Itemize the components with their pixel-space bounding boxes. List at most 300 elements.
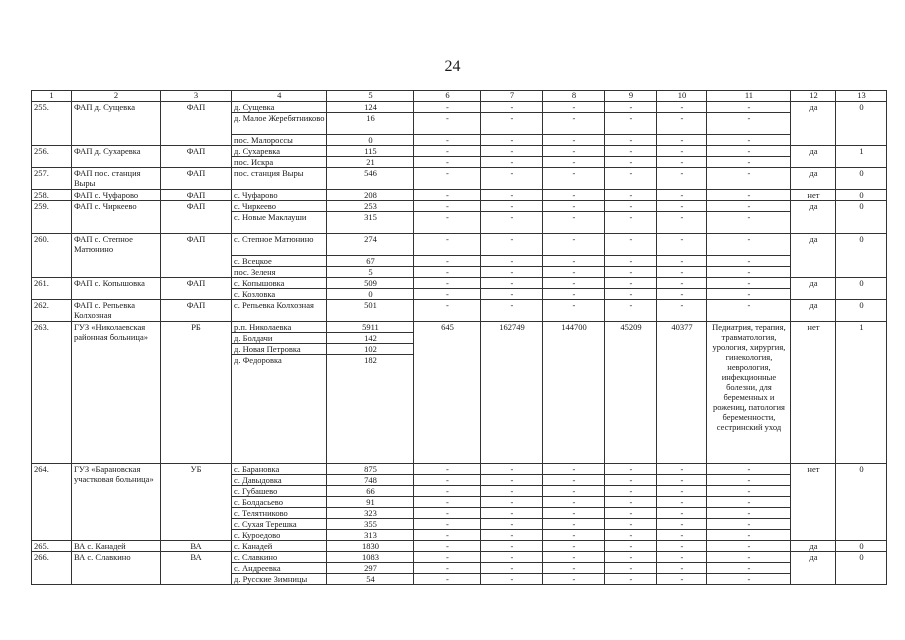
col12-value: да — [791, 146, 836, 168]
col8-value: 144700 — [543, 322, 605, 464]
dash-cell: - — [481, 289, 543, 300]
facility-type: УБ — [161, 464, 232, 541]
facility-type: ФАП — [161, 278, 232, 300]
col13-value: 0 — [836, 278, 887, 300]
dash-cell: - — [707, 497, 791, 508]
settlement-name: с. Козловка — [232, 289, 327, 300]
dash-cell: - — [414, 212, 481, 234]
dash-cell: - — [707, 464, 791, 475]
dash-cell: - — [657, 464, 707, 475]
col13-value: 0 — [836, 190, 887, 201]
col12-value: нет — [791, 190, 836, 201]
dash-cell: - — [605, 256, 657, 267]
dash-cell: - — [657, 267, 707, 278]
population-value: 21 — [327, 157, 414, 168]
facility-type: ВА — [161, 541, 232, 552]
dash-cell: - — [481, 464, 543, 475]
settlement-name: с. Всецкое — [232, 256, 327, 267]
dash-cell: - — [543, 146, 605, 157]
dash-cell: - — [657, 574, 707, 585]
settlement-name: с. Андреевка — [232, 563, 327, 574]
facility-type: ФАП — [161, 190, 232, 201]
dash-cell: - — [481, 300, 543, 322]
facility-name: ФАП с. Чуфарово — [72, 190, 161, 201]
dash-cell: - — [657, 135, 707, 146]
dash-cell: - — [414, 234, 481, 256]
dash-cell: - — [707, 508, 791, 519]
dash-cell: - — [414, 530, 481, 541]
facility-name: ГУЗ «Николаевская районная больница» — [72, 322, 161, 464]
dash-cell: - — [707, 519, 791, 530]
dash-cell: - — [543, 201, 605, 212]
dash-cell: - — [481, 574, 543, 585]
population-value: 355 — [327, 519, 414, 530]
settlement-name: с. Степное Матюнино — [232, 234, 327, 256]
dash-cell: - — [707, 113, 791, 135]
dash-cell: - — [543, 212, 605, 234]
dash-cell: - — [481, 541, 543, 552]
dash-cell: - — [414, 190, 481, 201]
dash-cell: - — [481, 267, 543, 278]
dash-cell: - — [481, 135, 543, 146]
table-row — [32, 278, 887, 289]
dash-cell: - — [657, 212, 707, 234]
facility-name: ГУЗ «Барановская участковая больница» — [72, 464, 161, 541]
col-header: 11 — [707, 91, 791, 102]
col13-value: 0 — [836, 234, 887, 278]
facility-type: ФАП — [161, 102, 232, 146]
col9-value: 45209 — [605, 322, 657, 464]
population-value: 323 — [327, 508, 414, 519]
row-number: 259. — [32, 201, 72, 234]
population-value: 0 — [327, 289, 414, 300]
col12-value: нет — [791, 464, 836, 541]
col12-value: да — [791, 201, 836, 234]
facility-type: ВА — [161, 552, 232, 585]
dash-cell: - — [481, 190, 543, 201]
settlement-name: с. Куроедово — [232, 530, 327, 541]
col12-value: да — [791, 552, 836, 585]
population-value: 182 — [327, 355, 414, 464]
dash-cell: - — [605, 113, 657, 135]
facility-name: ФАП д. Сухаревка — [72, 146, 161, 168]
table-row — [32, 234, 887, 256]
dash-cell: - — [657, 146, 707, 157]
dash-cell: - — [414, 486, 481, 497]
dash-cell: - — [543, 563, 605, 574]
col13-value: 0 — [836, 552, 887, 585]
dash-cell: - — [605, 168, 657, 190]
population-value: 509 — [327, 278, 414, 289]
population-value: 1830 — [327, 541, 414, 552]
col-header: 12 — [791, 91, 836, 102]
table-row — [32, 300, 887, 322]
settlement-name: с. Барановка — [232, 464, 327, 475]
dash-cell: - — [657, 113, 707, 135]
col12-value: нет — [791, 322, 836, 464]
row-number: 266. — [32, 552, 72, 585]
col12-value: да — [791, 168, 836, 190]
dash-cell: - — [481, 113, 543, 135]
dash-cell: - — [543, 267, 605, 278]
dash-cell: - — [543, 278, 605, 289]
table-row — [32, 102, 887, 113]
dash-cell: - — [605, 486, 657, 497]
settlement-name: с. Новые Маклауши — [232, 212, 327, 234]
settlement-name: пос. станция Выры — [232, 168, 327, 190]
row-number: 257. — [32, 168, 72, 190]
facility-name: ФАП пос. станция Выры — [72, 168, 161, 190]
dash-cell: - — [605, 289, 657, 300]
dash-cell: - — [605, 475, 657, 486]
dash-cell: - — [543, 300, 605, 322]
dash-cell: - — [414, 508, 481, 519]
dash-cell: - — [707, 135, 791, 146]
dash-cell: - — [657, 190, 707, 201]
dash-cell: - — [543, 135, 605, 146]
dash-cell: - — [414, 574, 481, 585]
dash-cell: - — [657, 519, 707, 530]
settlement-name: с. Сухая Терешка — [232, 519, 327, 530]
population-value: 115 — [327, 146, 414, 157]
col13-value: 1 — [836, 322, 887, 464]
dash-cell: - — [481, 102, 543, 113]
dash-cell: - — [414, 146, 481, 157]
dash-cell: - — [657, 289, 707, 300]
facility-type: РБ — [161, 322, 232, 464]
col-header: 8 — [543, 91, 605, 102]
settlement-name: д. Федоровка — [232, 355, 327, 464]
dash-cell: - — [481, 168, 543, 190]
dash-cell: - — [605, 541, 657, 552]
settlement-name: с. Губашево — [232, 486, 327, 497]
dash-cell: - — [657, 541, 707, 552]
settlement-name: с. Давыдовка — [232, 475, 327, 486]
dash-cell: - — [414, 464, 481, 475]
dash-cell: - — [605, 146, 657, 157]
dash-cell: - — [543, 234, 605, 256]
col6-value: 645 — [414, 322, 481, 464]
dash-cell: - — [605, 135, 657, 146]
dash-cell: - — [707, 102, 791, 113]
population-value: 748 — [327, 475, 414, 486]
dash-cell: - — [543, 497, 605, 508]
dash-cell: - — [605, 574, 657, 585]
dash-cell: - — [481, 530, 543, 541]
row-number: 261. — [32, 278, 72, 300]
dash-cell: - — [481, 146, 543, 157]
facility-name: ФАП д. Сущевка — [72, 102, 161, 146]
facility-name: ФАП с. Копышовка — [72, 278, 161, 300]
dash-cell: - — [707, 168, 791, 190]
col13-value: 0 — [836, 168, 887, 190]
population-value: 54 — [327, 574, 414, 585]
dash-cell: - — [543, 475, 605, 486]
dash-cell: - — [605, 267, 657, 278]
dash-cell: - — [543, 464, 605, 475]
population-value: 124 — [327, 102, 414, 113]
dash-cell: - — [707, 157, 791, 168]
col11-profiles: Педиатрия, терапия, травматология, урология, хирургия, гинекология, неврология, инфекционные болезни, для беременных и рожениц, патология беременности, сестринский уход — [707, 322, 791, 464]
row-number: 264. — [32, 464, 72, 541]
dash-cell: - — [481, 552, 543, 563]
population-value: 315 — [327, 212, 414, 234]
dash-cell: - — [707, 289, 791, 300]
dash-cell: - — [707, 278, 791, 289]
facility-type: ФАП — [161, 168, 232, 190]
settlement-name: с. Телятниково — [232, 508, 327, 519]
dash-cell: - — [414, 300, 481, 322]
dash-cell: - — [657, 563, 707, 574]
population-value: 546 — [327, 168, 414, 190]
col13-value: 0 — [836, 464, 887, 541]
dash-cell: - — [481, 486, 543, 497]
dash-cell: - — [657, 201, 707, 212]
population-value: 0 — [327, 135, 414, 146]
row-number: 263. — [32, 322, 72, 464]
facility-name: ВА с. Канадей — [72, 541, 161, 552]
dash-cell: - — [481, 508, 543, 519]
dash-cell: - — [707, 146, 791, 157]
dash-cell: - — [605, 234, 657, 256]
dash-cell: - — [543, 552, 605, 563]
population-value: 501 — [327, 300, 414, 322]
col12-value: да — [791, 278, 836, 300]
dash-cell: - — [605, 563, 657, 574]
dash-cell: - — [543, 530, 605, 541]
dash-cell: - — [707, 574, 791, 585]
col-header: 5 — [327, 91, 414, 102]
dash-cell: - — [414, 168, 481, 190]
dash-cell: - — [707, 234, 791, 256]
dash-cell: - — [414, 267, 481, 278]
population-value: 253 — [327, 201, 414, 212]
dash-cell: - — [481, 201, 543, 212]
dash-cell: - — [657, 168, 707, 190]
dash-cell: - — [543, 289, 605, 300]
dash-cell: - — [707, 541, 791, 552]
facility-name: ФАП с. Чиркеево — [72, 201, 161, 234]
dash-cell: - — [414, 475, 481, 486]
col-header: 4 — [232, 91, 327, 102]
col13-value: 0 — [836, 102, 887, 146]
row-number: 258. — [32, 190, 72, 201]
settlement-name: р.п. Николаевка — [232, 322, 327, 333]
settlement-name: с. Копышовка — [232, 278, 327, 289]
population-value: 5 — [327, 267, 414, 278]
settlement-name: д. Русские Зимницы — [232, 574, 327, 585]
population-value: 142 — [327, 333, 414, 344]
col-header: 9 — [605, 91, 657, 102]
dash-cell: - — [657, 234, 707, 256]
settlement-name: д. Болдачи — [232, 333, 327, 344]
col-header: 1 — [32, 91, 72, 102]
dash-cell: - — [707, 190, 791, 201]
population-value: 16 — [327, 113, 414, 135]
dash-cell: - — [605, 300, 657, 322]
dash-cell: - — [414, 256, 481, 267]
page-number: 24 — [444, 58, 461, 75]
col13-value: 0 — [836, 300, 887, 322]
row-number: 265. — [32, 541, 72, 552]
dash-cell: - — [543, 574, 605, 585]
dash-cell: - — [414, 289, 481, 300]
settlement-name: пос. Искра — [232, 157, 327, 168]
dash-cell: - — [657, 475, 707, 486]
dash-cell: - — [605, 278, 657, 289]
dash-cell: - — [414, 278, 481, 289]
col-header: 2 — [72, 91, 161, 102]
dash-cell: - — [481, 475, 543, 486]
settlement-name: д. Сухаревка — [232, 146, 327, 157]
dash-cell: - — [657, 552, 707, 563]
col12-value: да — [791, 102, 836, 146]
table-row — [32, 552, 887, 563]
col-header: 10 — [657, 91, 707, 102]
dash-cell: - — [543, 486, 605, 497]
population-value: 297 — [327, 563, 414, 574]
dash-cell: - — [605, 102, 657, 113]
facility-name: ВА с. Славкино — [72, 552, 161, 585]
dash-cell: - — [707, 530, 791, 541]
dash-cell: - — [605, 519, 657, 530]
settlement-name: пос. Малороссы — [232, 135, 327, 146]
dash-cell: - — [707, 256, 791, 267]
settlement-name: пос. Зеленя — [232, 267, 327, 278]
table-row — [32, 322, 887, 333]
dash-cell: - — [657, 256, 707, 267]
row-number: 256. — [32, 146, 72, 168]
dash-cell: - — [543, 168, 605, 190]
dash-cell: - — [414, 201, 481, 212]
dash-cell: - — [414, 157, 481, 168]
table-row — [32, 201, 887, 212]
settlement-name: с. Репьевка Колхозная — [232, 300, 327, 322]
column-number-row — [32, 91, 887, 102]
row-number: 260. — [32, 234, 72, 278]
col-header: 7 — [481, 91, 543, 102]
population-value: 91 — [327, 497, 414, 508]
dash-cell: - — [605, 552, 657, 563]
dash-cell: - — [605, 497, 657, 508]
population-value: 1083 — [327, 552, 414, 563]
population-value: 208 — [327, 190, 414, 201]
dash-cell: - — [481, 212, 543, 234]
dash-cell: - — [481, 256, 543, 267]
dash-cell: - — [605, 190, 657, 201]
settlement-name: с. Чуфарово — [232, 190, 327, 201]
dash-cell: - — [414, 102, 481, 113]
col-header: 13 — [836, 91, 887, 102]
population-value: 102 — [327, 344, 414, 355]
col7-value: 162749 — [481, 322, 543, 464]
dash-cell: - — [481, 497, 543, 508]
dash-cell: - — [414, 552, 481, 563]
dash-cell: - — [543, 157, 605, 168]
dash-cell: - — [657, 300, 707, 322]
facility-type: ФАП — [161, 234, 232, 278]
settlement-name: д. Сущевка — [232, 102, 327, 113]
dash-cell: - — [543, 113, 605, 135]
dash-cell: - — [707, 212, 791, 234]
dash-cell: - — [414, 563, 481, 574]
dash-cell: - — [543, 508, 605, 519]
dash-cell: - — [707, 201, 791, 212]
dash-cell: - — [543, 102, 605, 113]
dash-cell: - — [657, 278, 707, 289]
facility-name: ФАП с. Репьевка Колхозная — [72, 300, 161, 322]
dash-cell: - — [707, 563, 791, 574]
dash-cell: - — [707, 300, 791, 322]
facility-name: ФАП с. Степное Матюнино — [72, 234, 161, 278]
facility-type: ФАП — [161, 201, 232, 234]
dash-cell: - — [605, 464, 657, 475]
dash-cell: - — [707, 486, 791, 497]
dash-cell: - — [657, 497, 707, 508]
dash-cell: - — [707, 475, 791, 486]
dash-cell: - — [414, 113, 481, 135]
settlement-name: д. Новая Петровка — [232, 344, 327, 355]
table-row — [32, 541, 887, 552]
dash-cell: - — [414, 541, 481, 552]
dash-cell: - — [605, 530, 657, 541]
col13-value: 0 — [836, 201, 887, 234]
population-value: 313 — [327, 530, 414, 541]
dash-cell: - — [543, 256, 605, 267]
dash-cell: - — [414, 135, 481, 146]
dash-cell: - — [707, 267, 791, 278]
dash-cell: - — [543, 190, 605, 201]
dash-cell: - — [543, 541, 605, 552]
col10-value: 40377 — [657, 322, 707, 464]
dash-cell: - — [657, 508, 707, 519]
row-number: 255. — [32, 102, 72, 146]
dash-cell: - — [657, 530, 707, 541]
col-header: 3 — [161, 91, 232, 102]
dash-cell: - — [657, 102, 707, 113]
population-value: 67 — [327, 256, 414, 267]
settlement-name: д. Малое Жеребятниково — [232, 113, 327, 135]
dash-cell: - — [605, 201, 657, 212]
dash-cell: - — [543, 519, 605, 530]
dash-cell: - — [605, 212, 657, 234]
col13-value: 0 — [836, 541, 887, 552]
population-value: 875 — [327, 464, 414, 475]
dash-cell: - — [481, 563, 543, 574]
dash-cell: - — [657, 157, 707, 168]
population-value: 5911 — [327, 322, 414, 333]
dash-cell: - — [707, 552, 791, 563]
col12-value: да — [791, 234, 836, 278]
table-row — [32, 146, 887, 157]
dash-cell: - — [481, 278, 543, 289]
col13-value: 1 — [836, 146, 887, 168]
facility-type: ФАП — [161, 300, 232, 322]
table-row — [32, 190, 887, 201]
col12-value: да — [791, 541, 836, 552]
settlement-name: с. Канадей — [232, 541, 327, 552]
dash-cell: - — [481, 234, 543, 256]
settlement-name: с. Чиркеево — [232, 201, 327, 212]
dash-cell: - — [414, 497, 481, 508]
population-value: 274 — [327, 234, 414, 256]
col12-value: да — [791, 300, 836, 322]
row-number: 262. — [32, 300, 72, 322]
dash-cell: - — [481, 157, 543, 168]
dash-cell: - — [605, 157, 657, 168]
table-row — [32, 168, 887, 190]
facility-type: ФАП — [161, 146, 232, 168]
